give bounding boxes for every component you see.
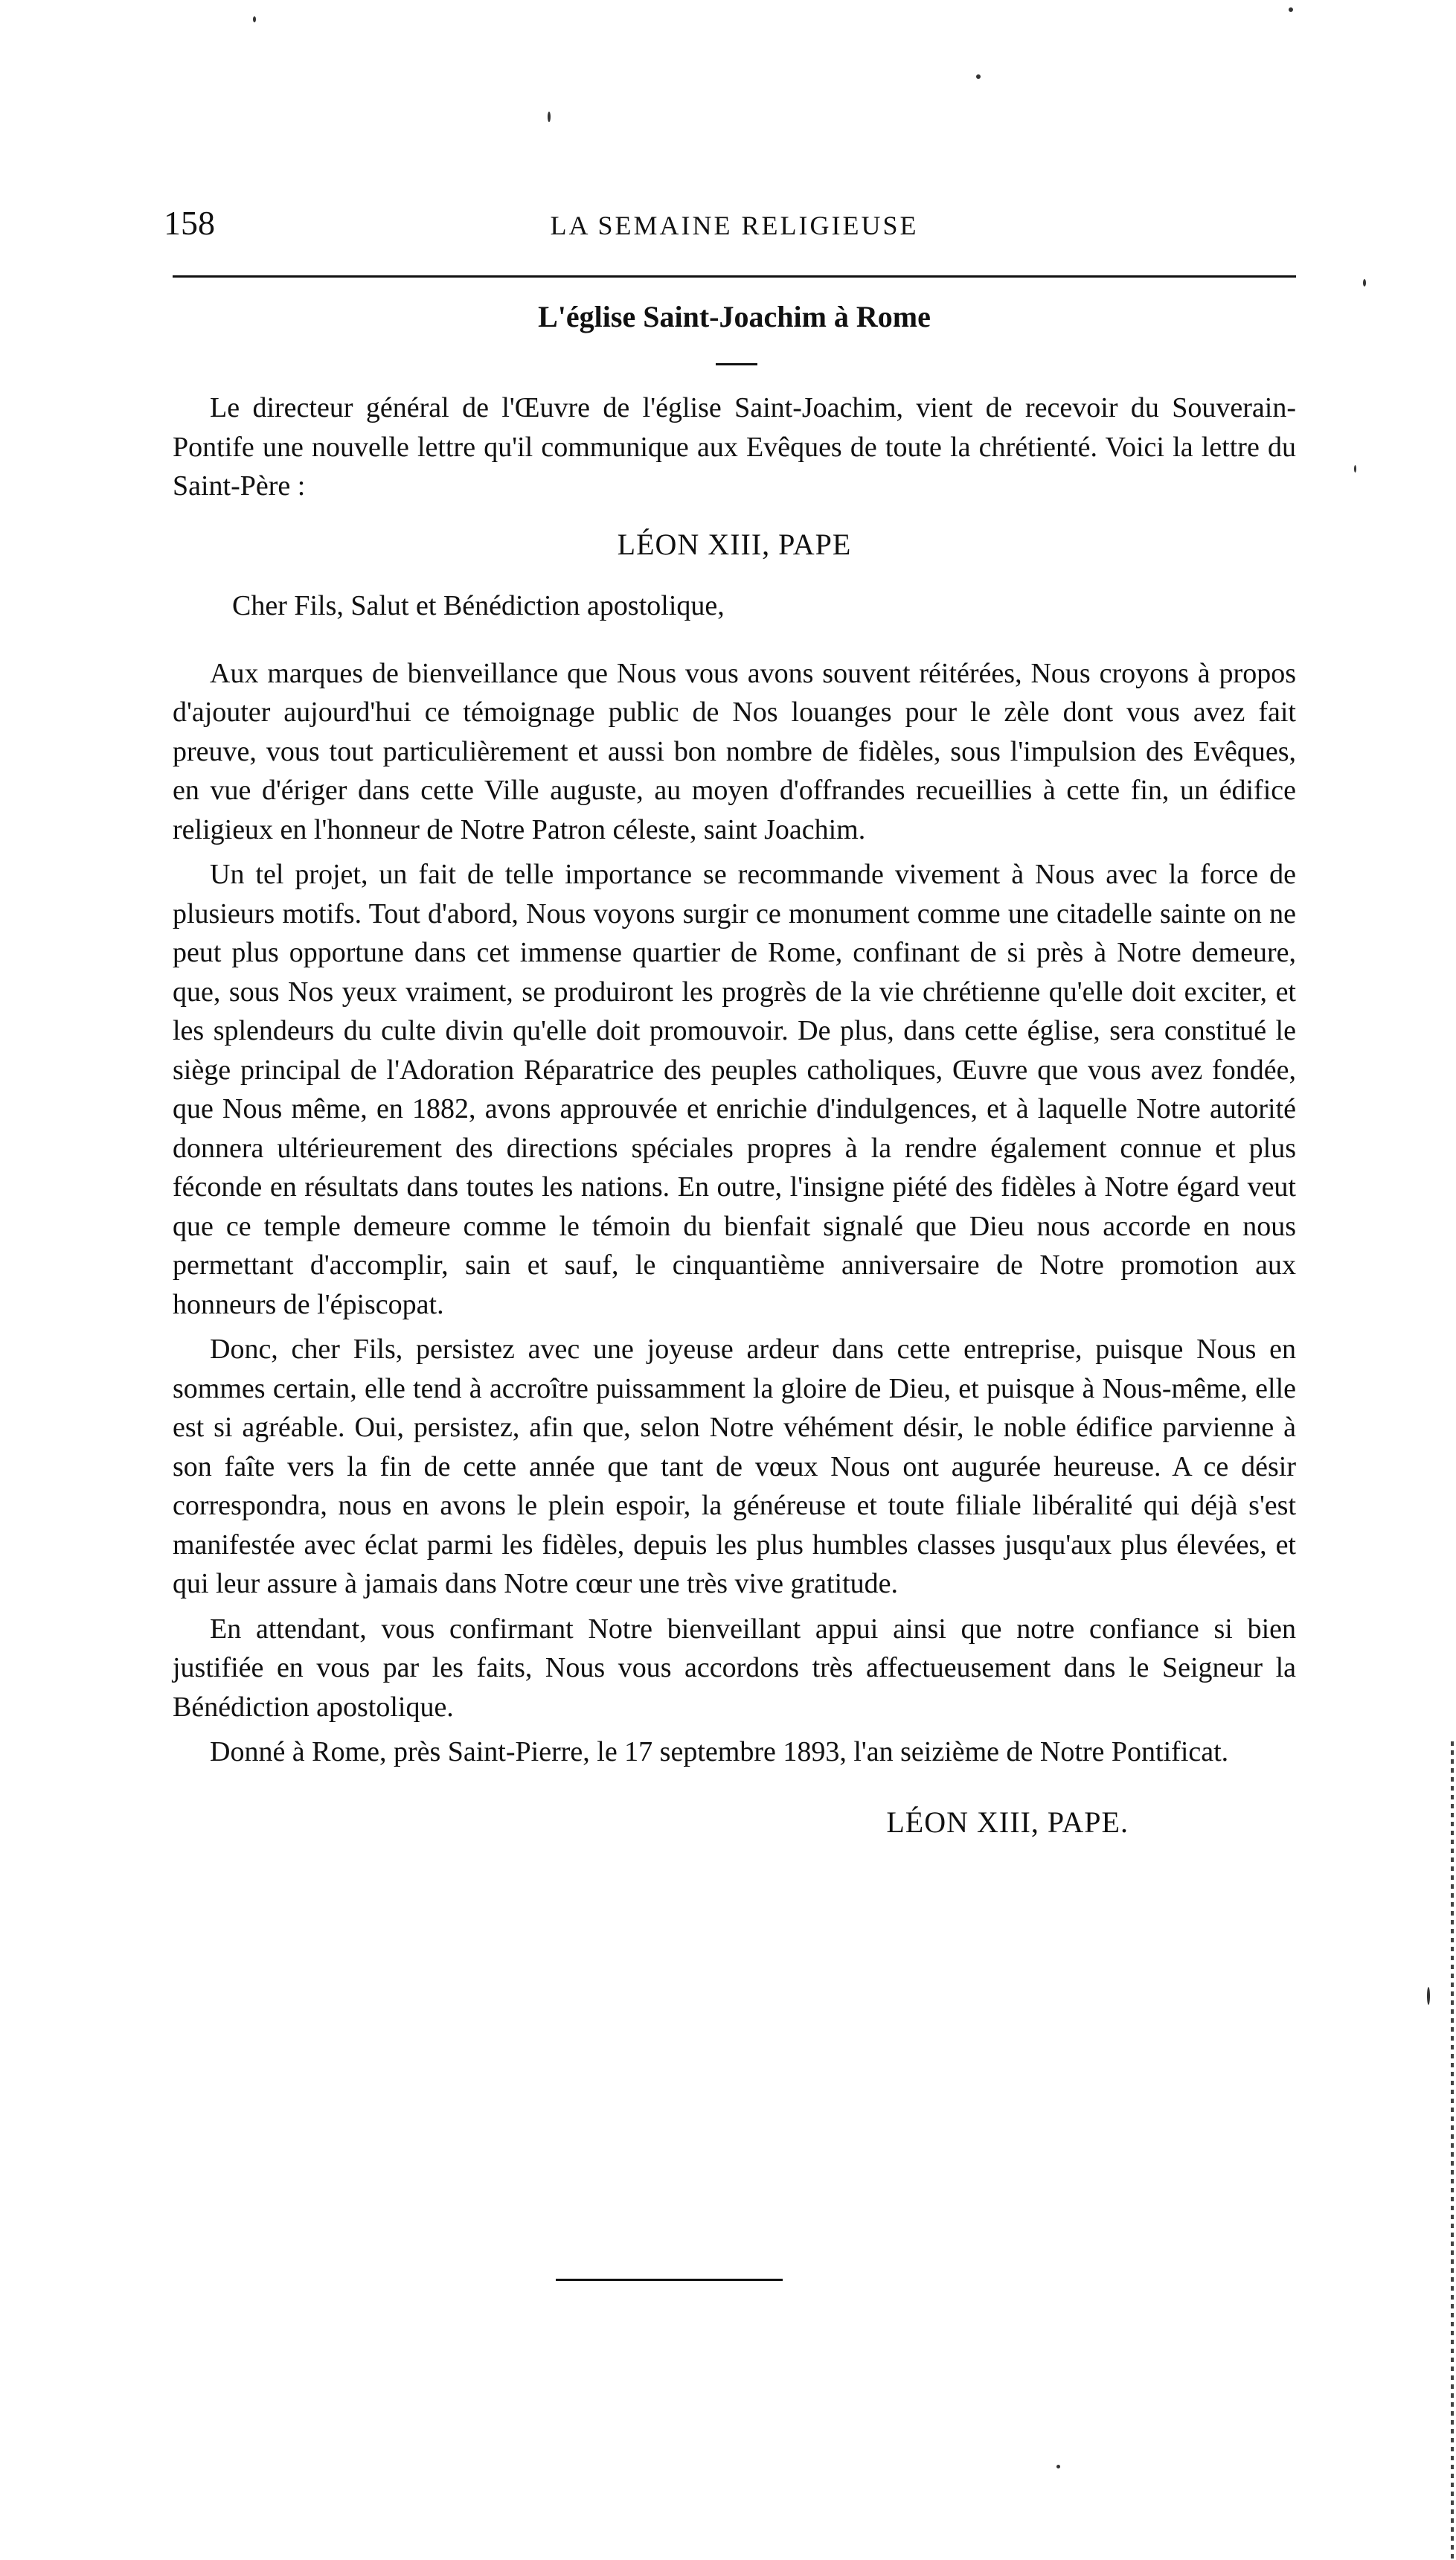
end-rule <box>556 2279 783 2281</box>
running-title: LA SEMAINE RELIGIEUSE <box>550 211 919 240</box>
scan-speck <box>1354 465 1356 473</box>
document-page <box>164 0 1296 2559</box>
letter-paragraph-1: Aux marques de bienveillance que Nous vous avons souvent réitérées, Nous croyons à propos d'ajouter aujourd'hui ce témoignage public de Nos louanges pour le zèle dont vous avez fait preuve, vous tout particulièrement et aussi bon nombre de fidèles, sous l'impulsion des Evêques, en vue d'ériger dans cette Ville auguste, au moyen d'offrandes recueillies à cette fin, un édifice religieux en l'honneur de Notre Patron céleste, saint Joachim. <box>173 657 1296 845</box>
scan-speck <box>976 74 981 79</box>
scan-speck <box>1289 7 1293 12</box>
intro-paragraph: Le directeur général de l'Œuvre de l'église Saint-Joachim, vient de recevoir du Souverain-Pontife une nouvelle lettre qu'il communique aux Evêques de toute la chrétienté. Voici la lettre du Saint-Père : <box>173 392 1296 502</box>
letter-heading: LÉON XIII, PAPE <box>617 527 852 561</box>
article-title: L'église Saint-Joachim à Rome <box>538 300 931 333</box>
title-separator <box>716 363 757 365</box>
article-body <box>173 388 1296 1842</box>
scan-speck <box>1056 2465 1060 2468</box>
letter-paragraph-3: Donc, cher Fils, persistez avec une joyeuse ardeur dans cette entreprise, puisque Nous en sommes certain, elle tend à accroître puissamment la gloire de Dieu, et puisque à Nous-même, elle est si agréable. Oui, persistez, afin que, selon Notre véhément désir, le noble édifice parvienne à son faîte vers la fin de cette année que tant de vœux Nous ont augurée heureuse. A ce désir correspondra, nous en avons le plein espoir, la généreuse et toute filiale libéralité qui déjà s'est manifestée avec éclat parmi les fidèles, depuis les plus humbles classes jusqu'aux plus élevées, et qui leur assure à jamais dans Notre cœur une très vive gratitude. <box>173 1334 1296 1599</box>
page-header <box>164 201 1296 253</box>
scan-speck <box>1363 279 1366 287</box>
scan-margin-mark <box>1451 1741 1454 2560</box>
letter-signature: LÉON XIII, PAPE. <box>886 1805 1129 1839</box>
header-rule <box>173 275 1296 278</box>
scan-speck <box>548 112 551 122</box>
scan-speck <box>1427 1987 1430 2005</box>
scan-speck <box>253 16 256 22</box>
letter-dateline: Donné à Rome, près Saint-Pierre, le 17 septembre 1893, l'an seizième de Notre Pontificat. <box>210 1736 1229 1767</box>
letter-greeting: Cher Fils, Salut et Bénédiction apostolique, <box>232 590 725 621</box>
letter-paragraph-4: En attendant, vous confirmant Notre bienveillant appui ainsi que notre confiance si bien justifiée en vous par les faits, Nous vous accordons très affectueusement dans le Seigneur la Bénédiction apostolique. <box>173 1613 1296 1723</box>
page-number: 158 <box>164 204 215 242</box>
letter-paragraph-2: Un tel projet, un fait de telle importance se recommande vivement à Nous avec la force de plusieurs motifs. Tout d'abord, Nous voyons surgir ce monument comme une citadelle sainte on ne peut plus opportune dans cet immense quartier de Rome, confinant de si près à Notre demeure, que, sous Nos yeux vraiment, se produiront les progrès de la vie chrétienne qu'elle doit exciter, et les splendeurs du culte divin qu'elle doit promouvoir. De plus, dans cette église, sera constitué le siège principal de l'Adoration Réparatrice des peuples catholiques, Œuvre que vous avez fondée, que Nous même, en 1882, avons approuvée et enrichie d'indulgences, et à laquelle Notre autorité donnera ultérieurement des directions spéciales propres à la rendre également connue et plus féconde en résultats dans toutes les nations. En outre, l'insigne piété des fidèles à Notre égard veut que ce temple demeure comme le témoin du bienfait signalé que Dieu nous accorde en nous permettant d'accomplir, sain et sauf, le cinquantième anniversaire de Notre promotion aux honneurs de l'épiscopat. <box>173 859 1296 1320</box>
